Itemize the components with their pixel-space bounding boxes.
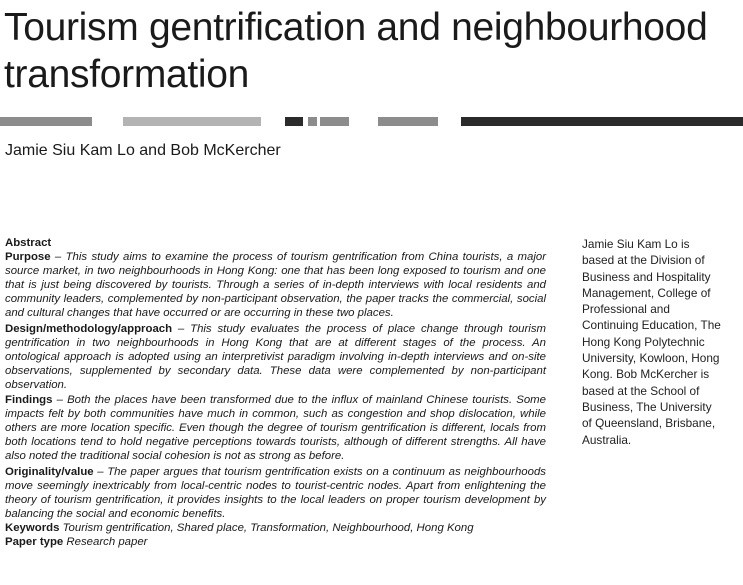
rule-segment [0, 117, 92, 126]
author-line: Jamie Siu Kam Lo and Bob McKercher [5, 142, 281, 159]
abstract-originality: Originality/value – The paper argues that tourism gentrification exists on a continuum as neighbourhoods move seemingly inextricably from local-centric nodes to tourist-centric nodes. Apart from enlightening the theory of tourism gentrification, it provides insights to the local leaders on proper tourism development by balancing the social and economic benefits. [5, 465, 547, 520]
purpose-label: Purpose [5, 251, 51, 264]
paper-type-text: Research paper [66, 535, 148, 548]
paper-type-label: Paper type [5, 535, 64, 548]
keywords-label: Keywords [5, 521, 60, 534]
rule-segment [123, 117, 261, 126]
design-text: This study evaluates the process of place change through tourism gentrification in two neighbourhoods in Hong Kong that are at different stages of the process. An ontological approach is adopted using an interpretivist paradigm involving in-depth interviews and on-site observations, supplemented by secondary data. These data were complemented by non-participant observation. [5, 322, 547, 391]
rule-segment [320, 117, 349, 126]
author-affiliation-note: Jamie Siu Kam Lo is based at the Division of Business and Hospitality Management, College of Professional and Continuing Education, The Hong Kong Polytechnic University, Kowloon, Hong Kong. Bob McKercher is based at the School of Business, The University of Queensland, Brisbane, Australia. [582, 237, 721, 447]
article-title [4, 4, 739, 98]
decorative-rule-bar [0, 117, 743, 126]
originality-label: Originality/value [5, 465, 94, 478]
purpose-text: This study aims to examine the process of tourism gentrification from China tourists, a major source market, in two neighbourhoods in Hong Kong: one that has been long exposed to tourism and one that is just being discovered by tourists. Through a series of in-depth interviews with local residents and community leaders, complemented by non-participant observation, the paper tracks the commercial, social and cultural changes that have occurred or are occurring in these two places. [5, 251, 546, 320]
findings-label: Findings [5, 394, 53, 407]
abstract-keywords [5, 521, 546, 535]
abstract-purpose: Purpose – This study aims to examine the process of tourism gentrification from China tourists, a major source market, in two neighbourhoods in Hong Kong: one that has been long exposed to tourism and one that is just being discovered by tourists. Through a series of in-depth interviews with local residents and community leaders, complemented by non-participant observation, the paper tracks the commercial, social and cultural changes that have occurred or are occurring in these two places. [5, 251, 546, 320]
abstract-heading: Abstract [5, 237, 52, 249]
article-title-line-1: Tourism gentrification and neighbourhood [4, 6, 708, 49]
keywords-text: Tourism gentrification, Shared place, Transformation, Neighbourhood, Hong Kong [62, 521, 474, 534]
abstract-design: Design/methodology/approach – This study evaluates the process of place change through tourism gentrification in two neighbourhoods in Hong Kong that are at different stages of the process. An ontological approach is adopted using an interpretivist paradigm involving in-depth interviews and on-site observations, supplemented by secondary data. These data were complemented by non-participant observation. [5, 322, 547, 391]
article-title-line-2: transformation [4, 53, 250, 96]
abstract-findings: Findings – Both the places have been transformed due to the influx of mainland Chinese tourists. Some impacts felt by both communities have much in common, such as congestion and shop dislocation, while others are more location specific. Even though the degree of tourism gentrification is different, locals from both locations tend to hold negative perceptions towards tourists, although of different strengths. All have also noted the traditional social cohesion is not as strong as before. [5, 394, 546, 463]
rule-segment [308, 117, 317, 126]
design-label: Design/methodology/approach [5, 322, 173, 335]
abstract-paper-type [5, 535, 546, 549]
rule-segment [285, 117, 303, 126]
rule-segment [461, 117, 743, 126]
originality-text: The paper argues that tourism gentrification exists on a continuum as neighbourhoods move seemingly inextricably from local-centric nodes to tourist-centric nodes. Apart from enlightening the theory of tourism gentrification, it provides insights to the local leaders on proper tourism development by balancing the social and economic benefits. [5, 465, 547, 520]
findings-text: Both the places have been transformed due to the influx of mainland Chinese tourists. Some impacts felt by both communities have much in common, such as congestion and shop dislocation, while others are more location specific. Even though the degree of tourism gentrification is different, locals from both locations tend to hold negative perceptions towards tourists, although of different strengths. All have also noted the traditional social cohesion is not as strong as before. [5, 394, 546, 463]
abstract-block [5, 236, 546, 549]
rule-segment [378, 117, 438, 126]
